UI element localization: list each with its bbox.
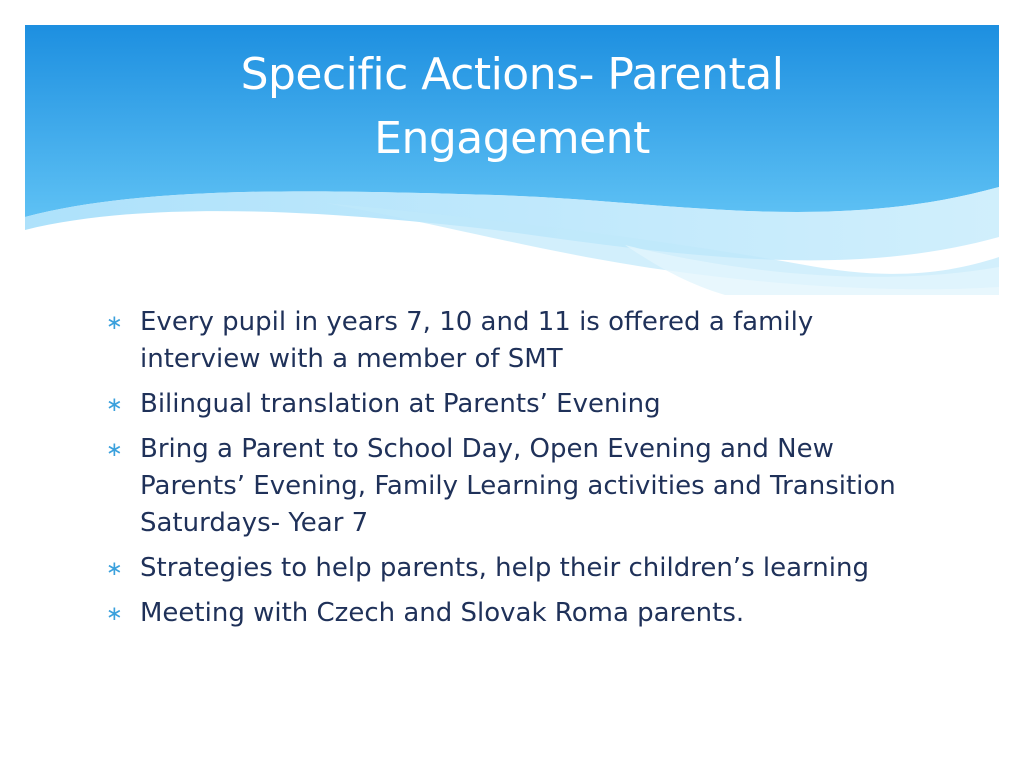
asterisk-bullet-icon: ∗ [106, 310, 123, 334]
asterisk-bullet-icon: ∗ [106, 392, 123, 416]
bullet-text: Meeting with Czech and Slovak Roma parents. [140, 598, 745, 628]
title-line-2: Engagement [374, 113, 650, 164]
bullet-text: Bring a Parent to School Day, Open Evening and New Parents’ Evening, Family Learning activities and Transition Saturdays- Year 7 [140, 434, 896, 538]
title-line-1: Specific Actions- Parental [240, 49, 784, 100]
bullet-text: Bilingual translation at Parents’ Evening [140, 389, 661, 419]
bullet-item [104, 431, 924, 542]
asterisk-bullet-icon: ∗ [106, 601, 123, 625]
bullet-item [104, 304, 924, 378]
bullet-text: Strategies to help parents, help their children’s learning [140, 553, 869, 583]
bullet-text: Every pupil in years 7, 10 and 11 is offered a family interview with a member of SMT [140, 307, 814, 374]
bullet-item [104, 386, 924, 423]
bullet-list [104, 304, 924, 640]
asterisk-bullet-icon: ∗ [106, 437, 123, 461]
bullet-item [104, 595, 924, 632]
asterisk-bullet-icon: ∗ [106, 556, 123, 580]
slide-title [25, 43, 999, 171]
bullet-item [104, 550, 924, 587]
